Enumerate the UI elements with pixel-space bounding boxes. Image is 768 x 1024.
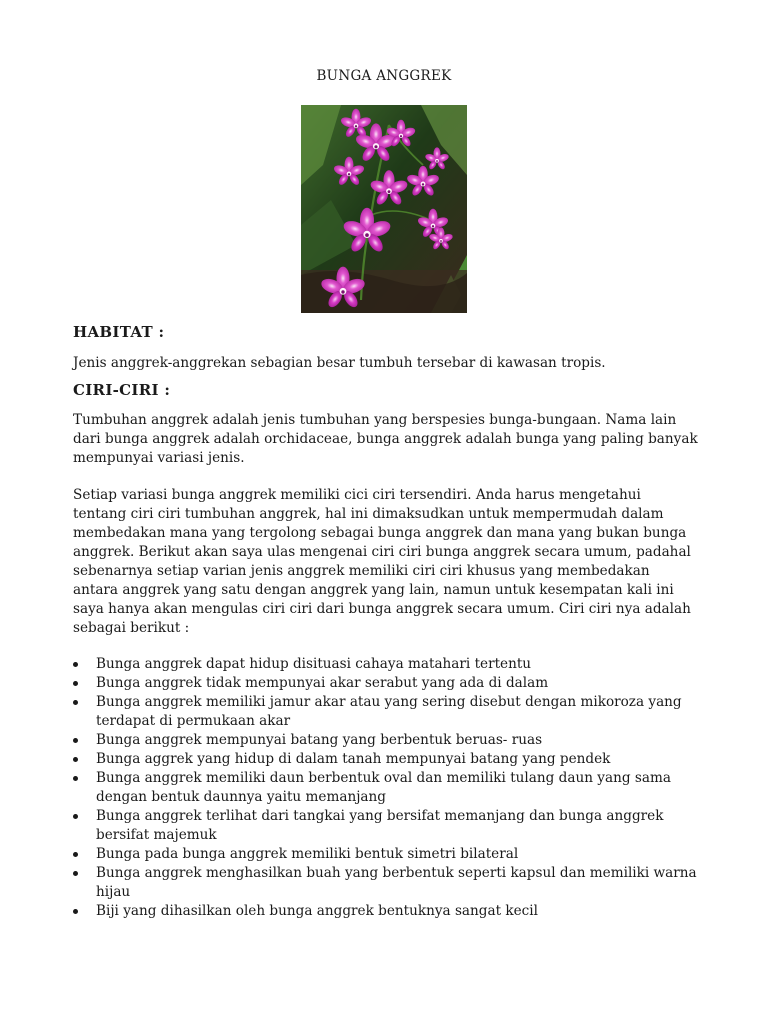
- bullet-item: [73, 750, 698, 769]
- bullet-item: [73, 864, 698, 902]
- bullet-item: [73, 902, 698, 921]
- bullet-text: Bunga anggrek dapat hidup disituasi cahaya matahari tertentu: [96, 656, 532, 672]
- bullet-item: [73, 807, 698, 845]
- bullet-dot-icon: [73, 852, 78, 857]
- orchid-photo: [301, 105, 467, 313]
- ciri-heading: CIRI-CIRI :: [73, 381, 171, 399]
- bullet-text: Bunga pada bunga anggrek memiliki bentuk simetri bilateral: [96, 846, 519, 862]
- bullet-dot-icon: [73, 909, 78, 914]
- bullet-text: Bunga anggrek menghasilkan buah yang berbentuk seperti kapsul dan memiliki warna hijau: [96, 865, 697, 900]
- ciri-bullet-list: [73, 655, 698, 921]
- habitat-text: Jenis anggrek-anggrekan sebagian besar tumbuh tersebar di kawasan tropis.: [73, 355, 606, 371]
- bullet-text: Bunga aggrek yang hidup di dalam tanah mempunyai batang yang pendek: [96, 751, 611, 767]
- bullet-item: [73, 845, 698, 864]
- bullet-item: [73, 674, 698, 693]
- bullet-item: [73, 769, 698, 807]
- bullet-item: [73, 655, 698, 674]
- habitat-heading: HABITAT :: [73, 323, 165, 341]
- bullet-dot-icon: [73, 776, 78, 781]
- bullet-text: Bunga anggrek memiliki daun berbentuk oval dan memiliki tulang daun yang sama dengan bentuk daunnya yaitu memanjang: [96, 770, 671, 805]
- bullet-dot-icon: [73, 757, 78, 762]
- bullet-dot-icon: [73, 700, 78, 705]
- bullet-dot-icon: [73, 662, 78, 667]
- bullet-text: Bunga anggrek mempunyai batang yang berbentuk beruas- ruas: [96, 732, 543, 748]
- bullet-text: Bunga anggrek tidak mempunyai akar serabut yang ada di dalam: [96, 675, 549, 691]
- bullet-dot-icon: [73, 871, 78, 876]
- ciri-paragraph-2: Setiap variasi bunga anggrek memiliki cici ciri tersendiri. Anda harus mengetahui tentang ciri ciri tumbuhan anggrek, hal ini dimaksudkan untuk mempermudah dalam membedakan mana yang tergolong sebagai bunga anggrek dan mana yang bukan bunga anggrek. Berikut akan saya ulas mengenai ciri ciri bunga anggrek secara umum, padahal sebenarnya setiap varian jenis anggrek memiliki ciri ciri khusus yang membedakan antara anggrek yang satu dengan anggrek yang lain, namun untuk kesempatan kali ini saya hanya akan mengulas ciri ciri dari bunga anggrek secara umum. Ciri ciri nya adalah sebagai berikut :: [73, 487, 691, 636]
- bullet-item: [73, 693, 698, 731]
- ciri-paragraph-1: Tumbuhan anggrek adalah jenis tumbuhan yang berspesies bunga-bungaan. Nama lain dari bunga anggrek adalah orchidaceae, bunga anggrek adalah bunga yang paling banyak mempunyai variasi jenis.: [73, 412, 698, 466]
- bullet-dot-icon: [73, 738, 78, 743]
- bullet-text: Biji yang dihasilkan oleh bunga anggrek bentuknya sangat kecil: [96, 903, 538, 919]
- bullet-text: Bunga anggrek memiliki jamur akar atau yang sering disebut dengan mikoroza yang terdapat di permukaan akar: [96, 694, 682, 729]
- bullet-item: [73, 731, 698, 750]
- document-title: BUNGA ANGGREK: [316, 68, 452, 84]
- bullet-dot-icon: [73, 814, 78, 819]
- bullet-text: Bunga anggrek terlihat dari tangkai yang bersifat memanjang dan bunga anggrek bersifat majemuk: [96, 808, 664, 843]
- bullet-dot-icon: [73, 681, 78, 686]
